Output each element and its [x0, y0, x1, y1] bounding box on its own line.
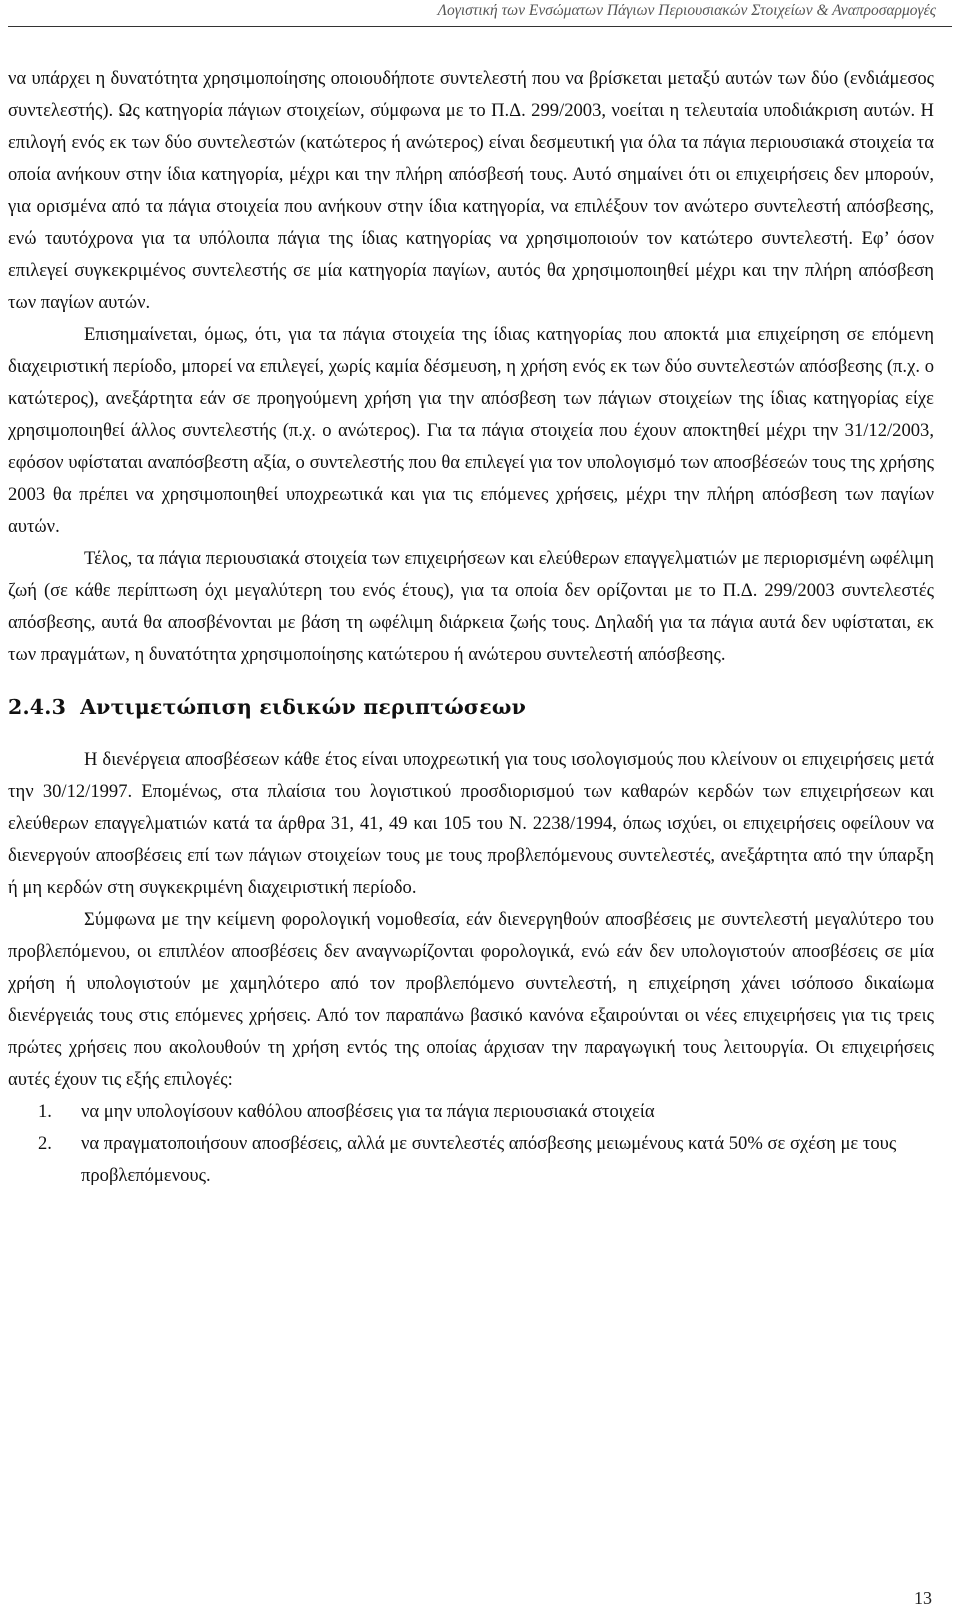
paragraph-mandatory-depreciation: Η διενέργεια αποσβέσεων κάθε έτος είναι υποχρεωτική για τους ισολογισμούς που κλείνουν οι επιχειρήσεις μετά την 30/12/1997. Επομένως, στα πλαίσια του λογιστικού προσδιορισμού των καθαρών κερδών των επιχειρήσεων και ελεύθερων επαγγελματιών κατά τα άρθρα 31, 41, 49 και 105 του Ν. 2238/1994, όπως ισχύει, οι επιχειρήσεις οφείλουν να διενεργούν αποσβέσεις επί των πάγιων στοιχείων τους με τους προβλεπόμενους συντελεστές, ανεξάρτητα από την ύπαρξη ή μη κερδών στη συγκεκριμένη διαχειριστική περίοδο. [8, 749, 934, 898]
page-number: 13 [914, 1588, 932, 1608]
list-item-text: να πραγματοποιήσουν αποσβέσεις, αλλά με συντελεστές απόσβεσης μειωμένους κατά 50% σε σχέση με τους προβλεπόμενους. [81, 1133, 897, 1186]
running-header: Λογιστική των Ενσώματων Πάγιων Περιουσιακών Στοιχείων & Αναπροσαρμογές [437, 2, 936, 19]
list-marker: 2. [38, 1133, 52, 1154]
section-title: Αντιμετώπιση ειδικών περιπτώσεων [80, 695, 527, 719]
list-item [8, 1096, 934, 1128]
options-list [8, 1096, 934, 1192]
paragraph-tax-legislation: Σύμφωνα με την κείμενη φορολογική νομοθεσία, εάν διενεργηθούν αποσβέσεις με συντελεστή μεγαλύτερο του προβλεπόμενου, οι επιπλέον αποσβέσεις δεν αναγνωρίζονται φορολογικά, ενώ εάν δεν υπολογιστούν αποσβέσεις σε μία χρήση ή υπολογιστούν με χαμηλότερο από τον προβλεπόμενο συντελεστή, η επιχείρηση χάνει ισόποσο δικαίωμα διενέργειάς τους στις επόμενες χρήσεις. Από τον παραπάνω βασικό κανόνα εξαιρούνται οι νέες επιχειρήσεις για τις τρεις πρώτες χρήσεις που ακολουθούν τη χρήση εντός της οποίας άρχισαν την παραγωγική τους λειτουργία. Οι επιχειρήσεις αυτές έχουν τις εξής επιλογές: [8, 909, 934, 1090]
body-text [8, 63, 934, 1192]
paragraph-limited-life-assets: Τέλος, τα πάγια περιουσιακά στοιχεία των επιχειρήσεων και ελεύθερων επαγγελματιών με περιορισμένη ωφέλιμη ζωή (σε κάθε περίπτωση όχι μεγαλύτερη του ενός έτους), για τα οποία δεν ορίζονται με το Π.Δ. 299/2003 συντελεστές απόσβεσης, αυτά θα αποσβένονται με βάση τη ωφέλιμη διάρκεια ζωής τους. Δηλαδή για τα πάγια αυτά δεν υφίσταται, εκ των πραγμάτων, η δυνατότητα χρησιμοποίησης κατώτερου ή ανώτερου συντελεστή απόσβεσης. [8, 548, 934, 665]
section-heading [8, 692, 934, 722]
list-item [8, 1128, 934, 1192]
list-item-text: να μην υπολογίσουν καθόλου αποσβέσεις για τα πάγια περιουσιακά στοιχεία [81, 1101, 655, 1122]
list-marker: 1. [38, 1101, 52, 1122]
paragraph-coefficient-choice: Επισημαίνεται, όμως, ότι, για τα πάγια στοιχεία της ίδιας κατηγορίας που αποκτά μια επιχείρηση σε επόμενη διαχειριστική περίοδο, μπορεί να επιλεγεί, χωρίς καμία δέσμευση, η χρήση ενός εκ των δύο συντελεστών απόσβεσης (π.χ. ο κατώτερος), ανεξάρτητα εάν σε προηγούμενη χρήση για την απόσβεση των πάγιων στοιχείων της ίδιας κατηγορίας είχε χρησιμοποιηθεί άλλος συντελεστής (π.χ. ο ανώτερος). Για τα πάγια στοιχεία που έχουν αποκτηθεί μέχρι την 31/12/2003, εφόσον υφίσταται αναπόσβεστη αξία, ο συντελεστής που θα επιλεγεί για τον υπολογισμό των αποσβέσεών τους της χρήσης 2003 θα πρέπει να χρησιμοποιηθεί υποχρεωτικά και για τις επόμενες χρήσεις, μέχρι την πλήρη απόσβεση των παγίων αυτών. [8, 324, 934, 537]
section-number: 2.4.3 [8, 695, 67, 719]
paragraph-continuation: να υπάρχει η δυνατότητα χρησιμοποίησης οποιουδήποτε συντελεστή που να βρίσκεται μεταξύ αυτών των δύο (ενδιάμεσος συντελεστής). Ως κατηγορία πάγιων στοιχείων, σύμφωνα με το Π.Δ. 299/2003, νοείται η τελευταία υποδιάκριση αυτών. Η επιλογή ενός εκ των δύο συντελεστών (κατώτερος ή ανώτερος) είναι δεσμευτική για όλα τα πάγια περιουσιακά στοιχεία τα οποία ανήκουν στην ίδια κατηγορία, μέχρι και την πλήρη απόσβεσή τους. Αυτό σημαίνει ότι οι επιχειρήσεις δεν μπορούν, για ορισμένα από τα πάγια στοιχεία που ανήκουν στην ίδια κατηγορία, να επιλέξουν τον ανώτερο συντελεστή απόσβεσης, ενώ ταυτόχρονα για τα υπόλοιπα πάγια της ίδιας κατηγορίας να χρησιμοποιούν τον κατώτερο συντελεστή. Εφ’ όσον επιλεγεί συγκεκριμένος συντελεστής σε μία κατηγορία παγίων, αυτός θα χρησιμοποιηθεί μέχρι και την πλήρη απόσβεση των παγίων αυτών. [8, 68, 934, 313]
header-rule [8, 26, 952, 27]
